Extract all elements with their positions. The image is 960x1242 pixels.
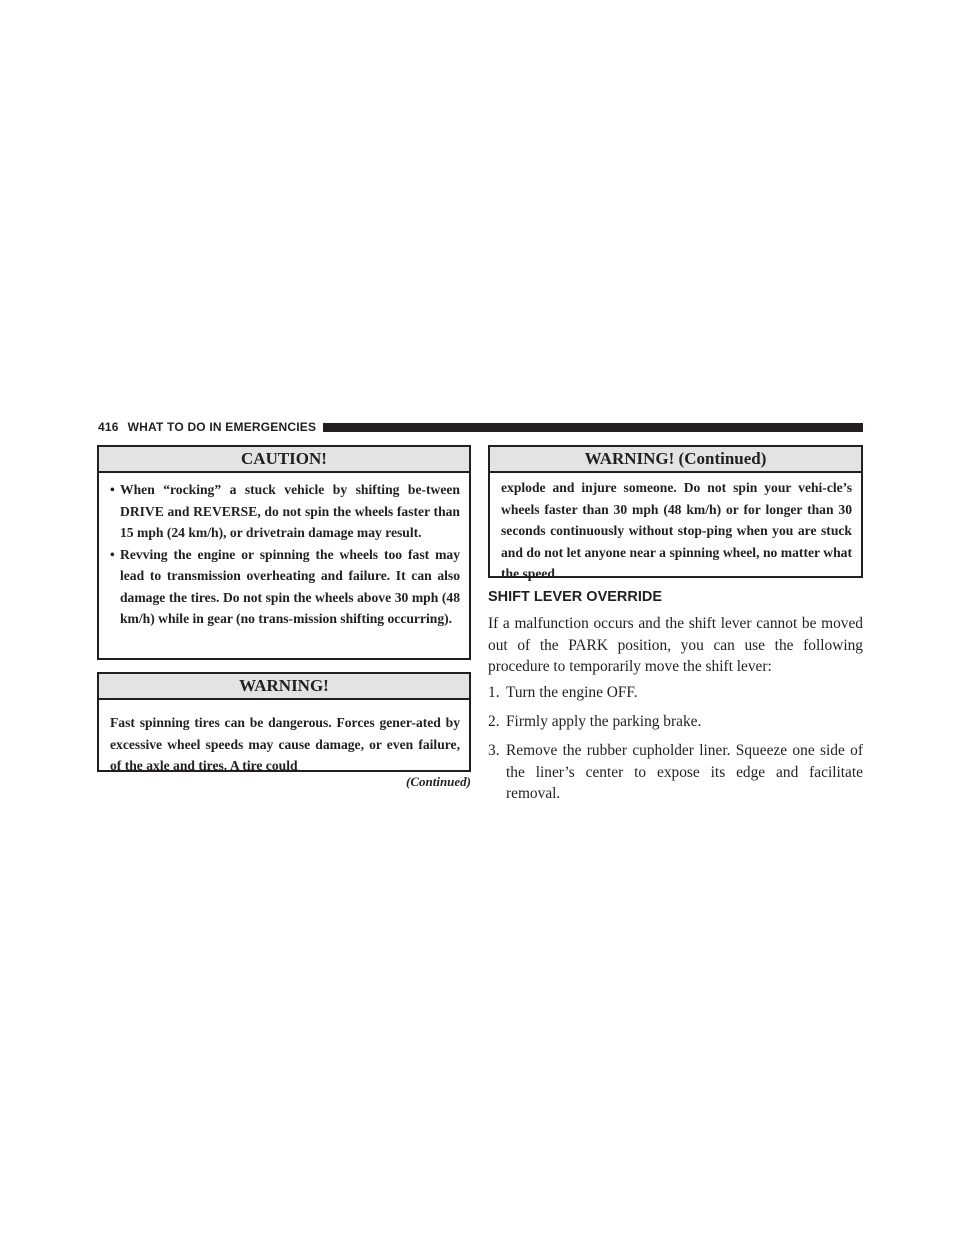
caution-title: CAUTION!	[99, 447, 469, 473]
warning-box	[97, 672, 471, 772]
procedure-step	[488, 740, 863, 805]
page-header	[98, 419, 863, 435]
procedure-step	[488, 711, 863, 733]
warning-continued-title: WARNING! (Continued)	[490, 447, 861, 473]
caution-body	[99, 473, 469, 630]
continued-note: (Continued)	[405, 774, 471, 789]
step-number: 1.	[488, 684, 500, 701]
warning-continued-body: explode and injure someone. Do not spin your vehi-cle’s wheels faster than 30 mph (48 km/h) or for longer than 30 seconds continuously without stop-ping when you are stuck and do not let anyone near a spinning wheel, no matter what the speed.	[501, 480, 852, 581]
warning-title: WARNING!	[99, 674, 469, 700]
step-text: Remove the rubber cupholder liner. Squeeze one side of the liner’s center to expose its edge and facilitate removal.	[506, 742, 863, 802]
warning-body: Fast spinning tires can be dangerous. Forces gener-ated by excessive wheel speeds may cause damage, or even failure, of the axle and tires. A tire could	[110, 715, 460, 773]
warning-continued-box	[488, 445, 863, 581]
intro-paragraph: If a malfunction occurs and the shift lever cannot be moved out of the PARK position, you can use the following procedure to temporarily move the shift lever:	[488, 615, 863, 675]
header-rule	[323, 423, 863, 432]
caution-bullet: • Revving the engine or spinning the wheels too fast may lead to transmission overheating and failure. It can also damage the tires. Do not spin the wheels above 30 mph (48 km/h) while in gear (no trans-mission shifting occurring).	[110, 544, 460, 630]
section-title: WHAT TO DO IN EMERGENCIES	[127, 420, 317, 434]
procedure-step	[488, 682, 863, 704]
caution-bullet: • When “rocking” a stuck vehicle by shifting be-tween DRIVE and REVERSE, do not spin the wheels faster than 15 mph (24 km/h), or drivetrain damage may result.	[110, 479, 460, 544]
step-number: 2.	[488, 713, 500, 730]
step-text: Firmly apply the parking brake.	[506, 713, 702, 730]
caution-box	[97, 445, 471, 660]
step-text: Turn the engine OFF.	[506, 684, 638, 701]
section-heading: SHIFT LEVER OVERRIDE	[488, 589, 663, 605]
step-number: 3.	[488, 742, 500, 759]
page-number: 416	[98, 420, 119, 434]
